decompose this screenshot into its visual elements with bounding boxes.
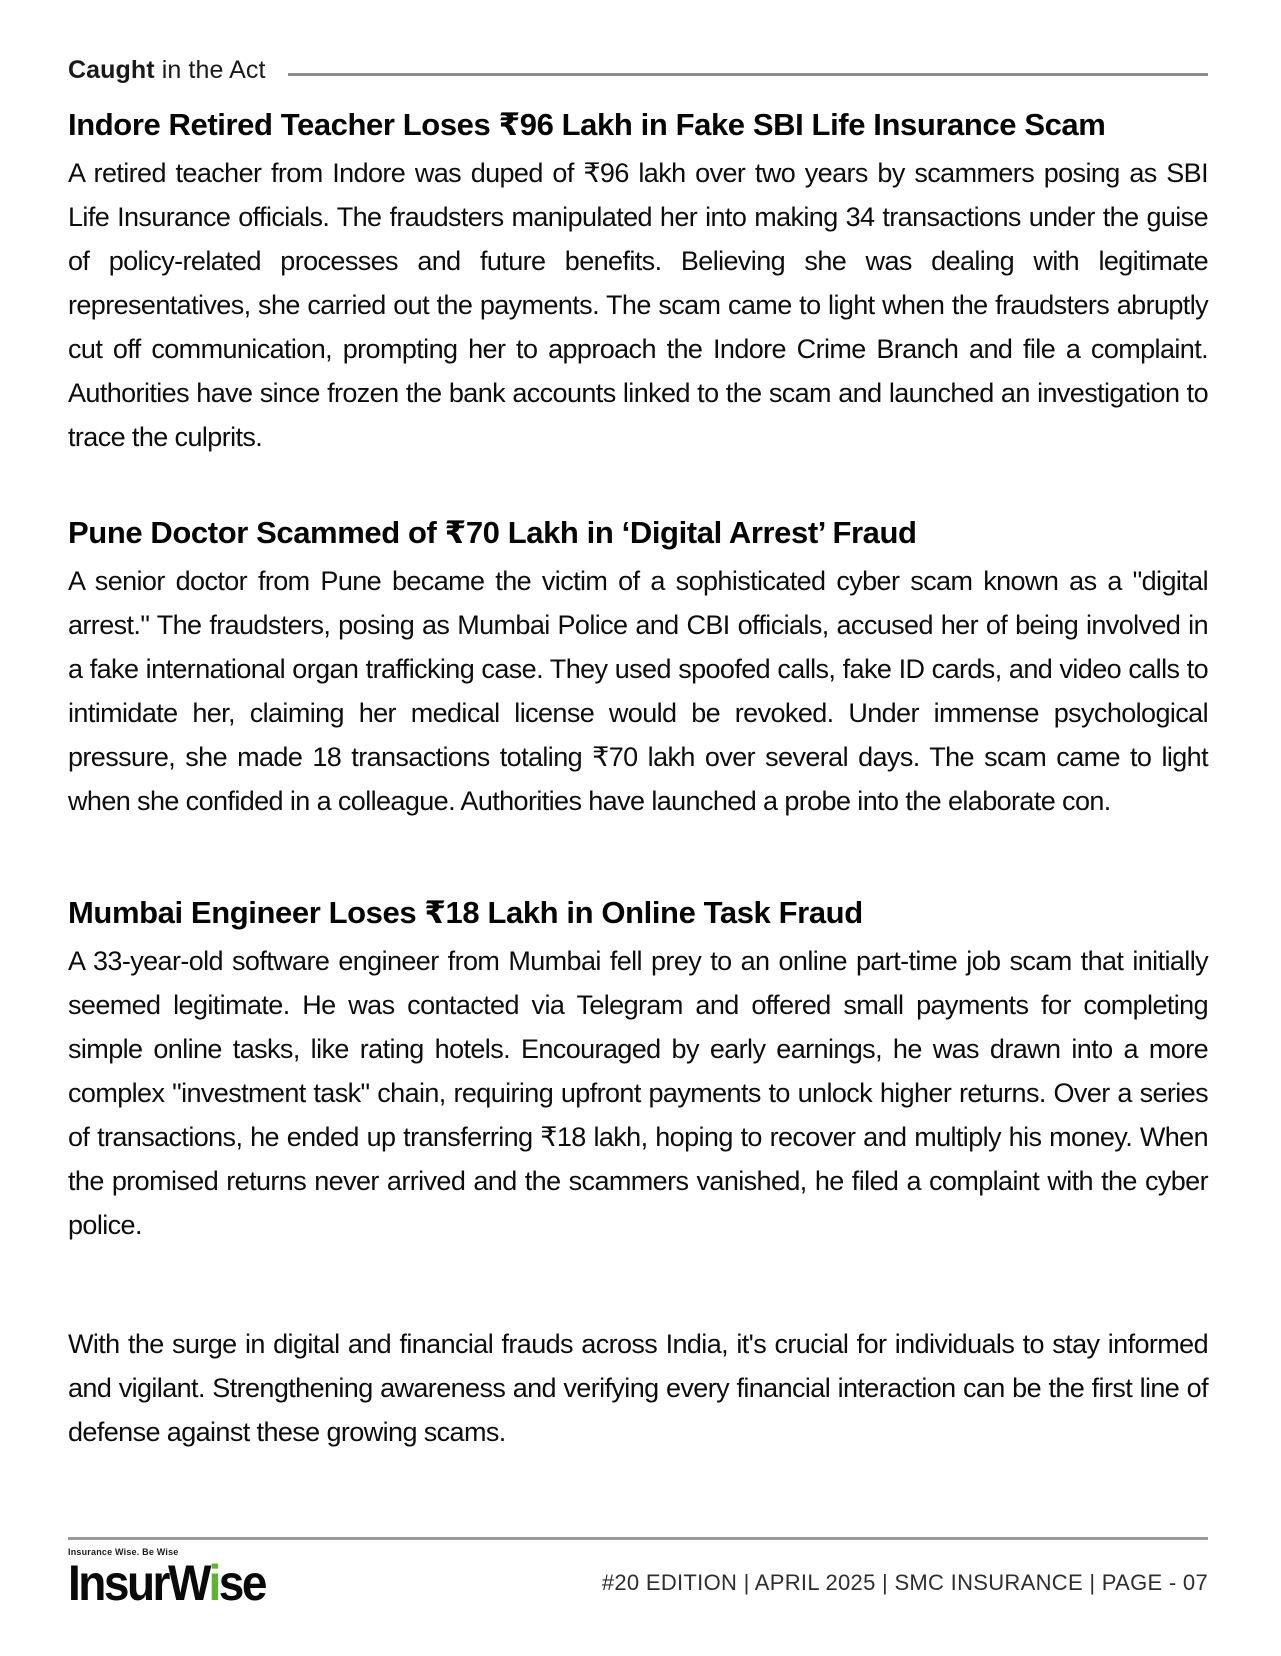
logo-part-se: se [218, 1554, 265, 1611]
kicker-rest-text: in the Act [161, 56, 266, 84]
logo-part-i-green: i [208, 1554, 219, 1611]
closing-paragraph: With the surge in digital and financial frauds across India, it's crucial for individuals to stay informed and vigilant. Strengthening awareness and verifying every financial interaction can be the first line of defense against these growing scams. [68, 1329, 1208, 1447]
kicker-rule-line [288, 73, 1208, 76]
logo-wordmark-text [68, 1554, 265, 1611]
kicker-bold-text: Caught [68, 56, 155, 84]
story-heading: Indore Retired Teacher Loses ₹96 Lakh in Fake SBI Life Insurance Scam [68, 107, 1106, 142]
story-heading: Mumbai Engineer Loses ₹18 Lakh in Online Task Fraud [68, 895, 863, 930]
footer-edition-meta: #20 EDITION | APRIL 2025 | SMC INSURANCE | PAGE - 07 [601, 1570, 1208, 1595]
section-kicker [68, 56, 1208, 85]
insurwise-logo [68, 1547, 265, 1611]
story-section-indore [68, 107, 1208, 459]
footer-divider-line [68, 1537, 1208, 1540]
footer [68, 1547, 1208, 1611]
story-body: A senior doctor from Pune became the victim of a sophisticated cyber scam known as a "digital arrest." The fraudsters, posing as Mumbai Police and CBI officials, accused her of being involved in a fake international organ trafficking case. They used spoofed calls, fake ID cards, and video calls to intimidate her, claiming her medical license would be revoked. Under immense psychological pressure, she made 18 transactions totaling ₹70 lakh over several days. The scam came to light when she confided in a colleague. Authorities have launched a probe into the elaborate con. [68, 566, 1208, 816]
story-body: A retired teacher from Indore was duped of ₹96 lakh over two years by scammers posing as SBI Life Insurance officials. The fraudsters manipulated her into making 34 transactions under the guise of policy-related processes and future benefits. Believing she was dealing with legitimate representatives, she carried out the payments. The scam came to light when the fraudsters abruptly cut off communication, prompting her to approach the Indore Crime Branch and file a complaint. Authorities have since frozen the bank accounts linked to the scam and launched an investigation to trace the culprits. [68, 158, 1208, 452]
logo-part-insur: Insur [68, 1554, 168, 1611]
story-body: A 33-year-old software engineer from Mumbai fell prey to an online part-time job scam that initially seemed legitimate. He was contacted via Telegram and offered small payments for completing simple online tasks, like rating hotels. Encouraged by early earnings, he was drawn into a more complex "investment task" chain, requiring upfront payments to unlock higher returns. Over a series of transactions, he ended up transferring ₹18 lakh, hoping to recover and multiply his money. When the promised returns never arrived and the scammers vanished, he filed a complaint with the cyber police. [68, 946, 1208, 1240]
logo-part-w: W [167, 1554, 209, 1611]
story-section-mumbai [68, 895, 1208, 1247]
logo-tagline-text: Insurance Wise. Be Wise [68, 1547, 179, 1557]
story-section-pune [68, 515, 1208, 823]
story-heading: Pune Doctor Scammed of ₹70 Lakh in ‘Digital Arrest’ Fraud [68, 515, 917, 550]
